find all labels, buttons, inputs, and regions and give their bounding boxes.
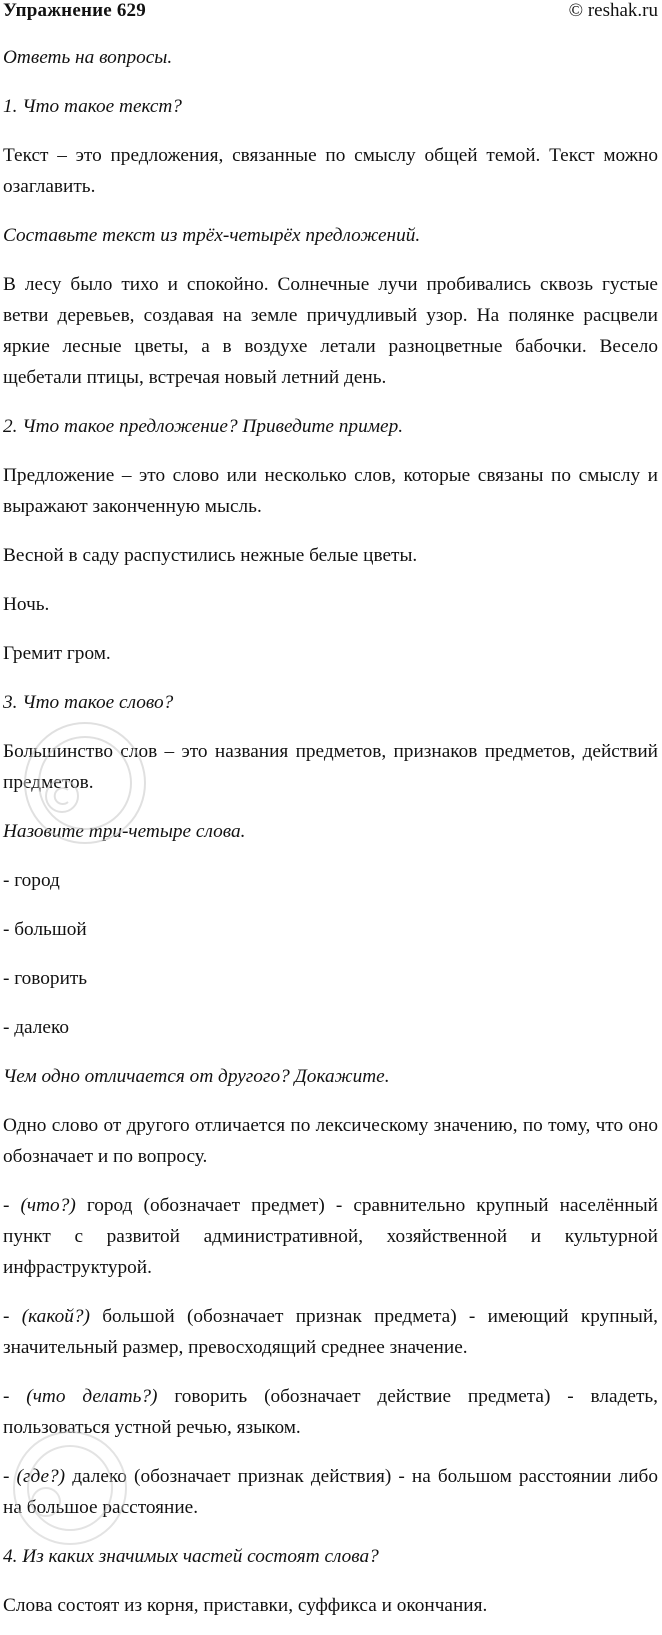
definition-text: далеко (обозначает признак действия) - на большом расстоянии либо на большое расстояние.: [3, 1466, 658, 1518]
example-sentence-2: Ночь.: [3, 594, 50, 615]
question-2: 2. Что такое предложение? Приведите пример.: [3, 416, 404, 437]
definition-item: [3, 1381, 658, 1443]
definition-lead: -: [3, 1306, 22, 1327]
answer-1: Текст – это предложения, связанные по смыслу общей темой. Текст можно озаглавить.: [3, 145, 658, 197]
definition-lead: -: [3, 1386, 27, 1407]
answer-1-text: В лесу было тихо и спокойно. Солнечные лучи пробивались сквозь густые ветви деревьев, создавая на земле причудливый узор. На полянке расцвели яркие лесные цветы, а в воздухе летали разноцветные бабочки. Весело щебетали птицы, встречая новый летний день.: [3, 274, 658, 388]
answer-3: Большинство слов – это названия предметов, признаков предметов, действий предметов.: [3, 741, 658, 793]
definition-text: говорить (обозначает действие предмета) - владеть, пользоваться устной речью, языком.: [3, 1386, 658, 1438]
exercise-title: Упражнение 629: [3, 0, 146, 21]
definition-lead: -: [3, 1466, 17, 1487]
answer-4: Слова состоят из корня, приставки, суффикса и окончания.: [3, 1595, 488, 1616]
definition-question: (какой?): [21, 1306, 90, 1327]
definition-question: (где?): [16, 1466, 66, 1487]
definition-text: большой (обозначает признак предмета) - имеющий крупный, значительный размер, превосходящий среднее значение.: [3, 1306, 658, 1358]
definition-item: [3, 1190, 658, 1283]
copyright-brand: © reshak.ru: [568, 0, 658, 21]
page-header: [3, 0, 658, 26]
question-4: 4. Из каких значимых частей состоят слова?: [3, 1546, 379, 1567]
question-3-compare: Чем одно отличается от другого? Докажите.: [3, 1066, 390, 1087]
word-item: - далеко: [3, 1017, 69, 1038]
definition-item: [3, 1301, 658, 1363]
definition-question: (что?): [20, 1195, 76, 1216]
question-3-task: Назовите три-четыре слова.: [3, 821, 246, 842]
word-item: - говорить: [3, 968, 88, 989]
question-1-task: Составьте текст из трёх-четырёх предложений.: [3, 225, 421, 246]
answer-3-compare: Одно слово от другого отличается по лексическому значению, по тому, что оно обозначает и по вопросу.: [3, 1115, 658, 1167]
example-sentence-3: Гремит гром.: [3, 643, 111, 664]
document-content: [3, 42, 658, 1621]
word-item: - город: [3, 870, 60, 891]
question-1: 1. Что такое текст?: [3, 96, 182, 117]
example-sentence-1: Весной в саду распустились нежные белые цветы.: [3, 545, 418, 566]
answer-2: Предложение – это слово или несколько слов, которые связаны по смыслу и выражают законченную мысль.: [3, 465, 658, 517]
definition-text: город (обозначает предмет) - сравнительно крупный населённый пункт с развитой административной, хозяйственной и культурной инфраструктурой.: [3, 1195, 658, 1278]
definition-lead: -: [3, 1195, 21, 1216]
definition-question: (что делать?): [26, 1386, 158, 1407]
instruction-text: Ответь на вопросы.: [3, 47, 173, 68]
word-item: - большой: [3, 919, 87, 940]
question-3: 3. Что такое слово?: [3, 692, 174, 713]
definition-item: [3, 1461, 658, 1523]
